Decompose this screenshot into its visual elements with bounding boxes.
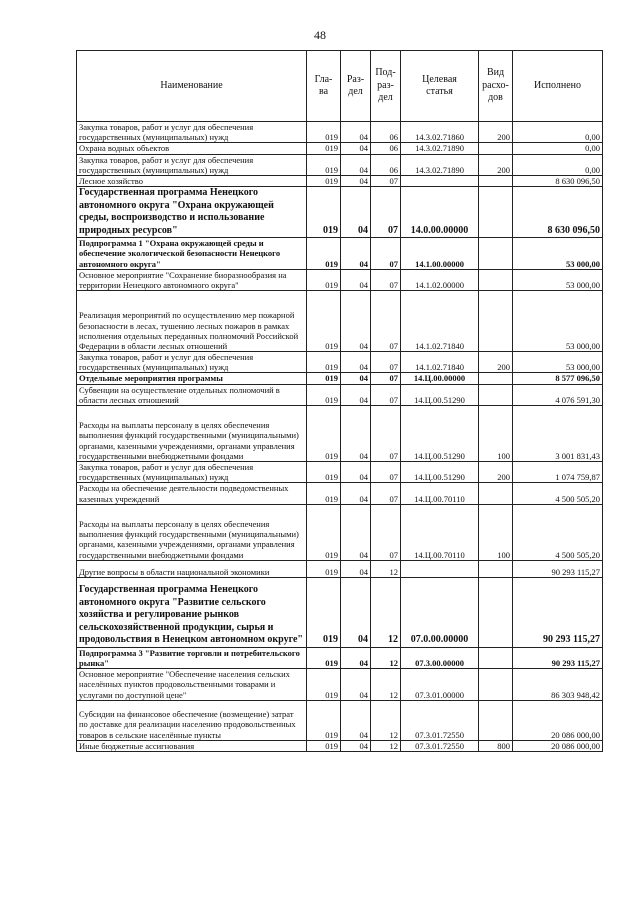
cell-podrazdel: 06	[371, 143, 401, 154]
cell-vid	[479, 384, 513, 405]
cell-article: 07.3.01.72550	[401, 700, 479, 740]
cell-amount: 90 293 115,27	[513, 560, 603, 577]
cell-name: Закупка товаров, работ и услуг для обеспечения государственных (муниципальных) нужд	[77, 462, 307, 483]
cell-podrazdel: 07	[371, 406, 401, 462]
cell-name: Закупка товаров, работ и услуг для обеспечения государственных (муниципальных) нужд	[77, 352, 307, 373]
cell-podrazdel: 06	[371, 154, 401, 175]
cell-name: Иные бюджетные ассигнования	[77, 740, 307, 751]
cell-name: Реализация мероприятий по осуществлению мер пожарной безопасности в лесах, тушению лесных пожаров в рамках исполнения отдельных переданных полномочий Российской Федерации в области лесных отношений	[77, 291, 307, 352]
cell-vid	[479, 483, 513, 504]
cell-article: 14.Ц.00.51290	[401, 406, 479, 462]
cell-article: 14.3.02.71890	[401, 143, 479, 154]
cell-podrazdel: 12	[371, 700, 401, 740]
column-header-podrazdel: Под- раз- дел	[371, 51, 401, 122]
cell-vid	[479, 238, 513, 270]
cell-vid: 100	[479, 406, 513, 462]
cell-amount: 20 086 000,00	[513, 700, 603, 740]
cell-name: Закупка товаров, работ и услуг для обеспечения государственных (муниципальных) нужд	[77, 122, 307, 143]
table-row	[77, 373, 603, 384]
cell-article: 07.3.01.00000	[401, 669, 479, 701]
table-row	[77, 238, 603, 270]
cell-glava: 019	[307, 647, 341, 668]
cell-name: Государственная программа Ненецкого автономного округа "Охрана окружающей среды, воспроизводство и использование природных ресурсов"	[77, 187, 307, 238]
cell-vid	[479, 143, 513, 154]
cell-article: 14.Ц.00.51290	[401, 462, 479, 483]
cell-razdel: 04	[341, 143, 371, 154]
cell-razdel: 04	[341, 187, 371, 238]
cell-razdel: 04	[341, 291, 371, 352]
cell-name: Субвенции на осуществление отдельных полномочий в области лесных отношений	[77, 384, 307, 405]
cell-vid	[479, 700, 513, 740]
cell-razdel: 04	[341, 384, 371, 405]
cell-glava: 019	[307, 352, 341, 373]
cell-name: Расходы на выплаты персоналу в целях обеспечения выполнения функций государственными (муниципальными) органами, казенными учреждениями, органами управления государственными внебюджетными фондами	[77, 406, 307, 462]
cell-podrazdel: 12	[371, 740, 401, 751]
table-row	[77, 462, 603, 483]
cell-glava: 019	[307, 291, 341, 352]
table-row	[77, 154, 603, 175]
cell-vid: 100	[479, 504, 513, 560]
cell-razdel: 04	[341, 504, 371, 560]
table-row	[77, 560, 603, 577]
cell-glava: 019	[307, 384, 341, 405]
cell-vid	[479, 577, 513, 647]
cell-podrazdel: 07	[371, 483, 401, 504]
cell-podrazdel: 07	[371, 187, 401, 238]
cell-razdel: 04	[341, 269, 371, 290]
cell-article	[401, 560, 479, 577]
cell-glava: 019	[307, 669, 341, 701]
table-row	[77, 700, 603, 740]
cell-razdel: 04	[341, 647, 371, 668]
table-row	[77, 406, 603, 462]
table-row	[77, 352, 603, 373]
cell-glava: 019	[307, 406, 341, 462]
cell-razdel: 04	[341, 373, 371, 384]
cell-amount: 8 577 096,50	[513, 373, 603, 384]
cell-glava: 019	[307, 122, 341, 143]
cell-article: 14.Ц.00.70110	[401, 504, 479, 560]
cell-amount: 8 630 096,50	[513, 175, 603, 186]
table-row	[77, 577, 603, 647]
cell-amount: 4 500 505,20	[513, 483, 603, 504]
cell-glava: 019	[307, 175, 341, 186]
cell-podrazdel: 12	[371, 647, 401, 668]
cell-glava: 019	[307, 143, 341, 154]
cell-article: 14.1.02.00000	[401, 269, 479, 290]
cell-name: Расходы на обеспечение деятельности подведомственных казенных учреждений	[77, 483, 307, 504]
cell-glava: 019	[307, 187, 341, 238]
cell-name: Закупка товаров, работ и услуг для обеспечения государственных (муниципальных) нужд	[77, 154, 307, 175]
cell-glava: 019	[307, 740, 341, 751]
column-header-razdel: Раз- дел	[341, 51, 371, 122]
cell-podrazdel: 07	[371, 175, 401, 186]
cell-article: 14.Ц.00.51290	[401, 384, 479, 405]
cell-article: 14.1.00.00000	[401, 238, 479, 270]
cell-glava: 019	[307, 462, 341, 483]
cell-podrazdel: 07	[371, 238, 401, 270]
table-row	[77, 740, 603, 751]
cell-amount: 53 000,00	[513, 352, 603, 373]
cell-glava: 019	[307, 577, 341, 647]
cell-name: Лесное хозяйство	[77, 175, 307, 186]
cell-amount: 90 293 115,27	[513, 577, 603, 647]
cell-vid: 200	[479, 352, 513, 373]
cell-razdel: 04	[341, 175, 371, 186]
table-header-row	[77, 51, 603, 122]
cell-article: 07.0.00.00000	[401, 577, 479, 647]
page-number: 48	[314, 28, 326, 42]
cell-vid	[479, 175, 513, 186]
cell-article: 14.1.02.71840	[401, 291, 479, 352]
cell-razdel: 04	[341, 483, 371, 504]
cell-amount: 1 074 759,87	[513, 462, 603, 483]
cell-razdel: 04	[341, 122, 371, 143]
budget-table	[76, 50, 603, 752]
cell-glava: 019	[307, 560, 341, 577]
cell-podrazdel: 07	[371, 291, 401, 352]
table-row	[77, 269, 603, 290]
column-header-name: Наименование	[77, 51, 307, 122]
cell-name: Подпрограмма 1 "Охрана окружающей среды и обеспечение экологической безопасности Ненецкого автономного округа"	[77, 238, 307, 270]
cell-amount: 53 000,00	[513, 291, 603, 352]
cell-podrazdel: 12	[371, 669, 401, 701]
cell-name: Основное мероприятие "Сохранение биоразнообразия на территории Ненецкого автономного округа"	[77, 269, 307, 290]
cell-amount: 0,00	[513, 154, 603, 175]
cell-vid	[479, 291, 513, 352]
cell-razdel: 04	[341, 577, 371, 647]
cell-vid: 200	[479, 154, 513, 175]
cell-podrazdel: 06	[371, 122, 401, 143]
cell-razdel: 04	[341, 462, 371, 483]
table-row	[77, 669, 603, 701]
cell-glava: 019	[307, 700, 341, 740]
cell-amount: 90 293 115,27	[513, 647, 603, 668]
cell-glava: 019	[307, 483, 341, 504]
cell-glava: 019	[307, 373, 341, 384]
table-row	[77, 384, 603, 405]
cell-amount: 20 086 000,00	[513, 740, 603, 751]
table-row	[77, 291, 603, 352]
cell-amount: 8 630 096,50	[513, 187, 603, 238]
cell-amount: 0,00	[513, 122, 603, 143]
cell-glava: 019	[307, 154, 341, 175]
cell-name: Субсидии на финансовое обеспечение (возмещение) затрат по доставке для реализации населению продовольственных товаров в сельские населённые пункты	[77, 700, 307, 740]
column-header-executed: Исполнено	[513, 51, 603, 122]
cell-podrazdel: 07	[371, 352, 401, 373]
cell-razdel: 04	[341, 154, 371, 175]
cell-article: 14.Ц.00.00000	[401, 373, 479, 384]
cell-podrazdel: 07	[371, 504, 401, 560]
cell-podrazdel: 12	[371, 577, 401, 647]
table-row	[77, 175, 603, 186]
cell-article: 14.0.00.00000	[401, 187, 479, 238]
cell-amount: 3 001 831,43	[513, 406, 603, 462]
table-row	[77, 122, 603, 143]
cell-razdel: 04	[341, 406, 371, 462]
cell-name: Основное мероприятие "Обеспечение населения сельских населённых пунктов продовольственными товарами и услугами по доступной цене"	[77, 669, 307, 701]
cell-name: Отдельные мероприятия программы	[77, 373, 307, 384]
cell-razdel: 04	[341, 560, 371, 577]
cell-razdel: 04	[341, 238, 371, 270]
cell-razdel: 04	[341, 740, 371, 751]
table-row	[77, 647, 603, 668]
cell-amount: 53 000,00	[513, 269, 603, 290]
cell-article: 14.3.02.71860	[401, 122, 479, 143]
cell-podrazdel: 07	[371, 384, 401, 405]
cell-amount: 86 303 948,42	[513, 669, 603, 701]
cell-name: Подпрограмма 3 "Развитие торговли и потребительского рынка"	[77, 647, 307, 668]
cell-vid	[479, 669, 513, 701]
cell-razdel: 04	[341, 700, 371, 740]
table-row	[77, 483, 603, 504]
cell-glava: 019	[307, 238, 341, 270]
cell-amount: 53 000,00	[513, 238, 603, 270]
cell-podrazdel: 12	[371, 560, 401, 577]
column-header-glava: Гла- ва	[307, 51, 341, 122]
cell-razdel: 04	[341, 352, 371, 373]
cell-article: 14.Ц.00.70110	[401, 483, 479, 504]
cell-vid: 200	[479, 122, 513, 143]
cell-name: Государственная программа Ненецкого автономного округа "Развитие сельского хозяйства и регулирование рынков сельскохозяйственной продукции, сырья и продовольствия в Ненецком автономном округе"	[77, 577, 307, 647]
cell-name: Расходы на выплаты персоналу в целях обеспечения выполнения функций государственными (муниципальными) органами, казенными учреждениями, органами управления государственными внебюджетными фондами	[77, 504, 307, 560]
cell-vid	[479, 187, 513, 238]
cell-vid: 800	[479, 740, 513, 751]
cell-amount: 4 076 591,30	[513, 384, 603, 405]
cell-vid	[479, 269, 513, 290]
cell-article: 14.3.02.71890	[401, 154, 479, 175]
cell-article	[401, 175, 479, 186]
table-row	[77, 504, 603, 560]
cell-podrazdel: 07	[371, 462, 401, 483]
column-header-vid: Вид расхо- дов	[479, 51, 513, 122]
column-header-article: Целевая статья	[401, 51, 479, 122]
cell-article: 07.3.01.72550	[401, 740, 479, 751]
table-row	[77, 143, 603, 154]
table-row	[77, 187, 603, 238]
cell-amount: 0,00	[513, 143, 603, 154]
cell-glava: 019	[307, 269, 341, 290]
cell-name: Охрана водных объектов	[77, 143, 307, 154]
cell-podrazdel: 07	[371, 269, 401, 290]
cell-article: 07.3.00.00000	[401, 647, 479, 668]
cell-glava: 019	[307, 504, 341, 560]
cell-vid	[479, 373, 513, 384]
cell-article: 14.1.02.71840	[401, 352, 479, 373]
cell-name: Другие вопросы в области национальной экономики	[77, 560, 307, 577]
cell-amount: 4 500 505,20	[513, 504, 603, 560]
cell-razdel: 04	[341, 669, 371, 701]
cell-vid: 200	[479, 462, 513, 483]
cell-vid	[479, 560, 513, 577]
cell-vid	[479, 647, 513, 668]
cell-podrazdel: 07	[371, 373, 401, 384]
